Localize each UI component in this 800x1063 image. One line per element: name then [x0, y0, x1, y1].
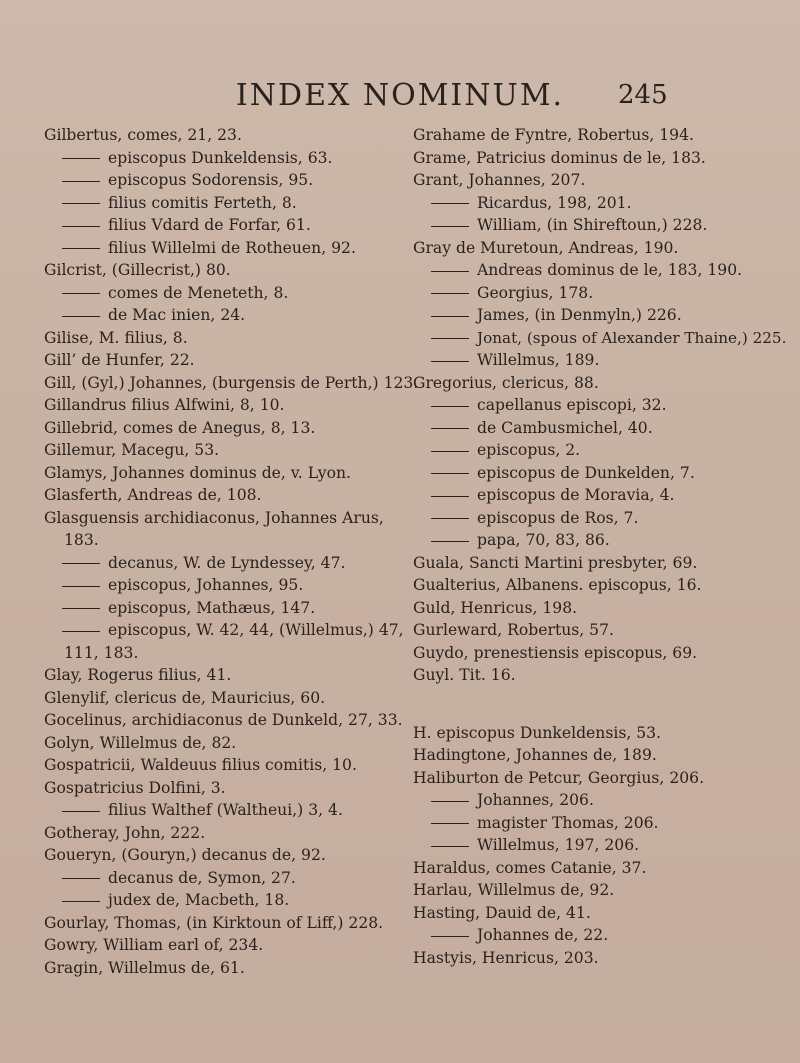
index-entry: Gilcrist, (Gillecrist,) 80. — [44, 261, 231, 279]
index-entry: Harlau, Willelmus de, 92. — [413, 881, 615, 899]
right-index-column — [413, 124, 788, 969]
index-subentry: filius Willelmi de Rotheuen, 92. — [44, 237, 419, 260]
index-subentry: James, (in Denmyln,) 226. — [413, 304, 788, 327]
index-subentry: episcopus de Moravia, 4. — [413, 484, 788, 507]
index-subentry: magister Thomas, 206. — [413, 812, 788, 835]
index-entry: Gill, (Gyl,) Johannes, (burgensis de Perth,) 123. — [44, 373, 419, 392]
index-subentry: episcopus de Ros, 7. — [413, 507, 788, 530]
page-title: INDEX NOMINUM. — [235, 78, 565, 113]
index-entry: Gospatricius Dolfini, 3. — [44, 778, 226, 797]
left-index-column — [44, 124, 419, 979]
index-entry: Gurleward, Robertus, 57. — [413, 621, 614, 639]
section-gap — [413, 687, 788, 722]
index-subentry: Andreas dominus de le, 183, 190. — [413, 259, 788, 282]
index-subentry: filius Walthef (Waltheui,) 3, 4. — [44, 799, 419, 822]
index-entry: Glenylif, clericus de, Mauricius, 60. — [44, 688, 326, 707]
index-entry: Goueryn, (Gouryn,) decanus de, 92. — [44, 846, 326, 864]
index-subentry: episcopus, W. 42, 44, (Willelmus,) 47, — [44, 619, 419, 642]
index-subentry: Ricardus, 198, 201. — [413, 192, 788, 215]
index-subentry: papa, 70, 83, 86. — [413, 529, 788, 552]
index-subentry: de Mac inien, 24. — [44, 304, 419, 327]
index-subentry: Willelmus, 189. — [413, 349, 788, 372]
index-entry: Gospatricii, Waldeuus filius comitis, 10. — [44, 756, 357, 774]
index-entry: Gillandrus filius Alfwini, 8, 10. — [44, 396, 285, 414]
index-subentry: Jonat, (spous of Alexander Thaine,) 225. — [413, 327, 788, 350]
index-subentry: Johannes, 206. — [413, 789, 788, 812]
index-entry: Gragin, Willelmus de, 61. — [44, 958, 245, 977]
index-subentry: Georgius, 178. — [413, 282, 788, 305]
index-entry: Glasguensis archidiaconus, Johannes Arus, — [44, 508, 384, 527]
index-entry: Gowry, William earl of, 234. — [44, 936, 264, 954]
index-entry: Grahame de Fyntre, Robertus, 194. — [413, 126, 694, 144]
index-entry-continuation: 183. — [64, 531, 99, 549]
index-entry: Hasting, Dauid de, 41. — [413, 903, 591, 922]
index-subentry: episcopus, Johannes, 95. — [44, 574, 419, 597]
index-entry: Hastyis, Henricus, 203. — [413, 948, 599, 967]
index-subentry: episcopus, Mathæus, 147. — [44, 597, 419, 620]
index-subentry: decanus, W. de Lyndessey, 47. — [44, 552, 419, 575]
index-entry: Gilbertus, comes, 21, 23. — [44, 126, 242, 144]
index-entry: Gotheray, John, 222. — [44, 823, 206, 842]
index-entry: Haliburton de Petcur, Georgius, 206. — [413, 768, 705, 787]
index-subentry: episcopus de Dunkelden, 7. — [413, 462, 788, 485]
index-entry: Hadingtone, Johannes de, 189. — [413, 746, 657, 764]
index-entry: Guala, Sancti Martini presbyter, 69. — [413, 553, 698, 572]
index-entry: Golyn, Willelmus de, 82. — [44, 733, 237, 752]
index-subentry: episcopus Dunkeldensis, 63. — [44, 147, 419, 170]
index-entry: Guydo, prenestiensis episcopus, 69. — [413, 643, 698, 662]
index-entry: Gill’ de Hunfer, 22. — [44, 351, 195, 369]
index-entry: Gray de Muretoun, Andreas, 190. — [413, 238, 679, 257]
index-subentry: judex de, Macbeth, 18. — [44, 889, 419, 912]
index-subentry: decanus de, Symon, 27. — [44, 867, 419, 890]
index-entry: Gregorius, clericus, 88. — [413, 373, 599, 392]
index-subentry: episcopus Sodorensis, 95. — [44, 169, 419, 192]
index-subentry: Willelmus, 197, 206. — [413, 834, 788, 857]
page-number: 245 — [618, 80, 668, 110]
index-subentry: comes de Meneteth, 8. — [44, 282, 419, 305]
index-entry: Gourlay, Thomas, (in Kirktoun of Liff,) 228. — [44, 913, 384, 932]
index-entry: Haraldus, comes Catanie, 37. — [413, 858, 647, 877]
index-subentry: capellanus episcopi, 32. — [413, 394, 788, 417]
index-subentry: episcopus, 2. — [413, 439, 788, 462]
index-entry: Gilise, M. filius, 8. — [44, 328, 188, 347]
index-entry: Gualterius, Albanens. episcopus, 16. — [413, 576, 702, 594]
index-entry: Glasferth, Andreas de, 108. — [44, 486, 262, 504]
index-entry: H. episcopus Dunkeldensis, 53. — [413, 723, 662, 742]
index-subentry: filius comitis Ferteth, 8. — [44, 192, 419, 215]
index-entry-continuation: 111, 183. — [64, 643, 139, 662]
index-subentry: William, (in Shireftoun,) 228. — [413, 214, 788, 237]
index-subentry: Johannes de, 22. — [413, 924, 788, 947]
index-entry: Guyl. Tit. 16. — [413, 666, 516, 684]
index-entry: Glay, Rogerus filius, 41. — [44, 666, 232, 684]
index-entry: Glamys, Johannes dominus de, v. Lyon. — [44, 463, 351, 482]
index-entry: Guld, Henricus, 198. — [413, 598, 578, 617]
index-entry: Grame, Patricius dominus de le, 183. — [413, 148, 706, 167]
index-entry: Gillebrid, comes de Anegus, 8, 13. — [44, 418, 316, 437]
index-entry: Gocelinus, archidiaconus de Dunkeld, 27, 33. — [44, 711, 403, 729]
index-entry: Grant, Johannes, 207. — [413, 171, 586, 189]
index-entry: Gillemur, Macegu, 53. — [44, 441, 220, 459]
index-subentry: de Cambusmichel, 40. — [413, 417, 788, 440]
index-subentry: filius Vdard de Forfar, 61. — [44, 214, 419, 237]
